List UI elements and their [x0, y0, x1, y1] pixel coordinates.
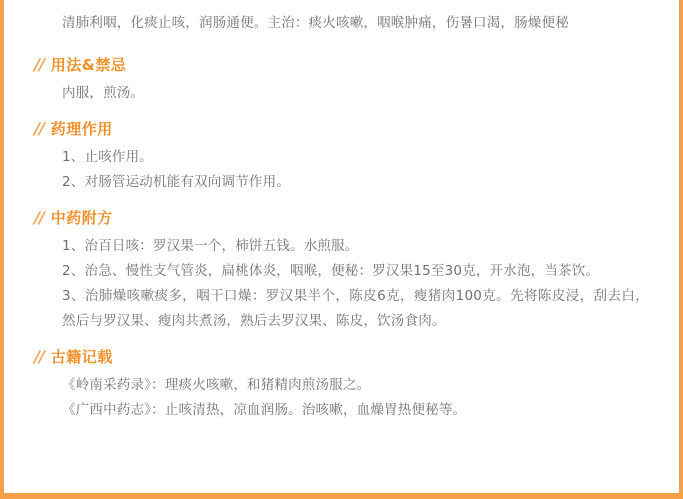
section-usage: [26, 50, 653, 108]
section-body: [26, 232, 653, 336]
paragraph: 《广西中药志》：止咳清热，凉血润肠。治咳嗽，血燥胃热便秘等。: [62, 402, 467, 418]
slash-marker-icon: //: [32, 207, 46, 227]
section-title: 药理作用: [50, 120, 113, 138]
slash-marker-icon: //: [32, 54, 46, 74]
intro-paragraph: 清肺利咽，化痰止咳，润肠通便。主治：痰火咳嗽，咽喉肿痛，伤暑口渴，肠燥便秘: [62, 15, 569, 31]
section-header: [26, 342, 653, 371]
section-title: 用法&禁忌: [50, 56, 127, 74]
section-body: [26, 143, 653, 197]
paragraph: 1、止咳作用。: [62, 149, 153, 165]
paragraph: 内服，煎汤。: [62, 85, 145, 101]
section-classical-records: [26, 342, 653, 425]
section-body: [26, 371, 653, 425]
paragraph: 3、治肺燥咳嗽痰多，咽干口燥：罗汉果半个，陈皮6克，瘦猪肉100克。先将陈皮浸，刮去白，然后与罗汉果、瘦肉共煮汤，熟后去罗汉果、陈皮，饮汤食肉。: [62, 288, 649, 329]
section-header: [26, 114, 653, 143]
section-title: 古籍记载: [50, 348, 113, 366]
section-header: [26, 203, 653, 232]
section-pharmacology: [26, 114, 653, 197]
paragraph: 2、治急、慢性支气管炎，扁桃体炎，咽喉，便秘：罗汉果15至30克，开水泡，当茶饮。: [62, 263, 600, 279]
section-header: [26, 50, 653, 79]
slash-marker-icon: //: [32, 346, 46, 366]
section-body: [26, 79, 653, 108]
section-formulas: [26, 203, 653, 336]
paragraph: 1、治百日咳：罗汉果一个，柿饼五钱。水煎服。: [62, 238, 359, 254]
paragraph: 《岭南采药录》：理痰火咳嗽，和猪精肉煎汤服之。: [62, 377, 371, 393]
section-title: 中药附方: [50, 209, 113, 227]
slash-marker-icon: //: [32, 118, 46, 138]
document-content: [4, 0, 679, 425]
paragraph: 2、对肠管运动机能有双向调节作用。: [62, 174, 290, 190]
